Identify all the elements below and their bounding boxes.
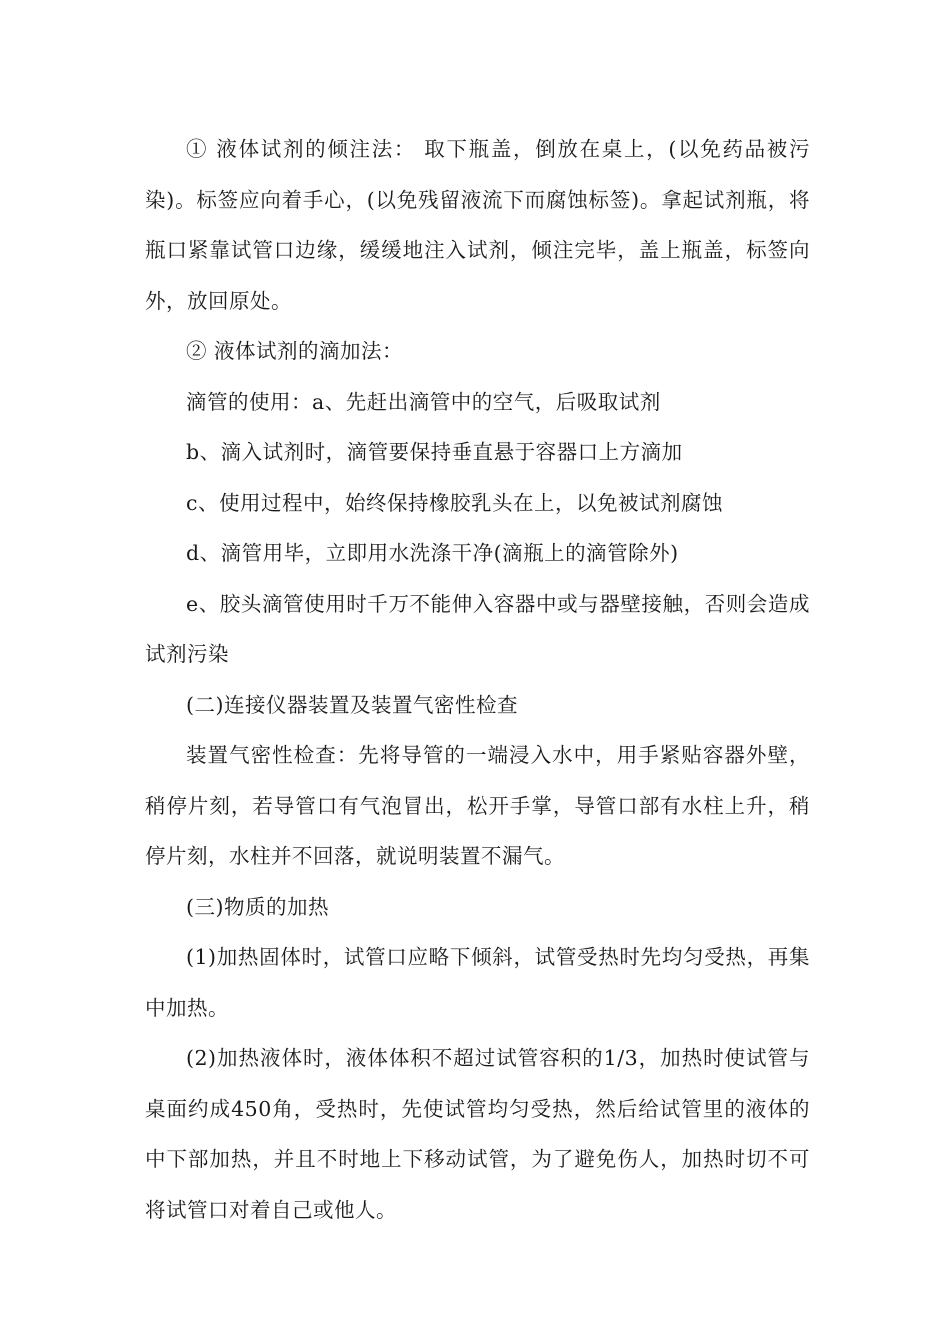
paragraph-dropper-usage-e: e、胶头滴管使用时千万不能伸入容器中或与器壁接触，否则会造成试剂污染 <box>145 591 810 666</box>
paragraph-airtightness-check: 装置气密性检查：先将导管的一端浸入水中，用手紧贴容器外壁，稍停片刻，若导管口有气泡冒出，松开手掌，导管口部有水柱上升，稍停片刻，水柱并不回落，就说明装置不漏气。 <box>145 743 810 868</box>
paragraph-pouring-method: ① 液体试剂的倾注法： 取下瓶盖，倒放在桌上，(以免药品被污染)。标签应向着手心，(以免残留液流下而腐蚀标签)。拿起试剂瓶，将瓶口紧靠试管口边缘，缓缓地注入试剂，倾注完毕，盖上瓶盖，标签向外，放回原处。 <box>145 137 810 313</box>
paragraph-dropping-method: ② 液体试剂的滴加法： <box>186 339 404 363</box>
section-heading-heating: (三)物质的加热 <box>186 894 329 919</box>
paragraph-dropper-usage-c: c、使用过程中，始终保持橡胶乳头在上，以免被试剂腐蚀 <box>186 490 723 515</box>
document-body <box>145 124 810 1235</box>
paragraph-heating-liquid: (2)加热液体时，液体体积不超过试管容积的1/3，加热时使试管与桌面约成450角，受热时，先使试管均匀受热，然后给试管里的液体的中下部加热，并且不时地上下移动试管，为了避免伤人，加热时切不可将试管口对着自己或他人。 <box>145 1046 810 1222</box>
paragraph-dropper-usage-b: b、滴入试剂时，滴管要保持垂直悬于容器口上方滴加 <box>186 440 683 464</box>
paragraph-dropper-usage-a: 滴管的使用：a、先赶出滴管中的空气，后吸取试剂 <box>186 389 661 414</box>
paragraph-dropper-usage-d: d、滴管用毕，立即用水洗涤干净(滴瓶上的滴管除外) <box>186 541 679 565</box>
section-heading-apparatus: (二)连接仪器装置及装置气密性检查 <box>186 692 518 717</box>
paragraph-heating-solid: (1)加热固体时，试管口应略下倾斜，试管受热时先均匀受热，再集中加热。 <box>145 945 810 1020</box>
